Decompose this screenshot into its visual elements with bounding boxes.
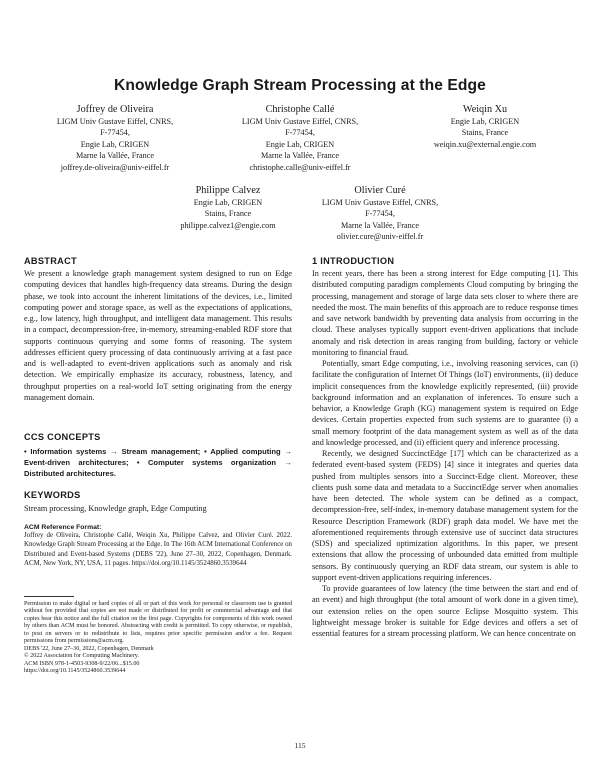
author-affiliation: Engie Lab, CRIGEN xyxy=(193,198,263,207)
ccs-body xyxy=(24,446,292,479)
author-affiliation: Marne la Vallée, France xyxy=(75,151,155,161)
author-affiliation: F-77454, xyxy=(100,128,130,138)
author-email[interactable]: christophe.calle@univ-eiffel.fr xyxy=(249,162,351,172)
author-email[interactable]: weiqin.xu@external.engie.com xyxy=(433,139,537,149)
permission-notice xyxy=(24,601,292,676)
acm-reference xyxy=(24,524,292,568)
author-affiliation: Stains, France xyxy=(204,209,252,219)
introduction-heading: 1 INTRODUCTION xyxy=(312,256,395,266)
author-affiliation: Marne la Vallée, France xyxy=(340,220,420,230)
author-affiliation: Stains, France xyxy=(461,128,509,138)
intro-paragraph: Recently, we designed SuccinctEdge [17] which can be characterized as a federated event-based system (FEDS) [4] since it integrates and queries data pushed from multiples sensors into a Succinct-Edge client. Moreover, these clients push some data and metadata to a SuccinctEdge server when anomalies have been detected. The whole system can be defined as a compact, decompression-free, self-index, in-memory database management system for the Resource Description Framework (RDF) graph data model. We have met the aforementioned requirements through extensive use of succinct data structures (SDS) and specialized optimization algorithms. In this paper, we present extensions that allow the processing of unbounded data emitted from multiple sensors. By continuously querying an RDF data stream, our system is able to support event-driven applications requiring inferences. xyxy=(312,449,578,582)
author-affiliation: LIGM Univ Gustave Eiffel, CNRS, xyxy=(321,198,439,207)
author-affiliation: F-77454, xyxy=(285,128,315,138)
author-name: Olivier Curé xyxy=(354,185,406,196)
author-affiliation: Engie Lab, CRIGEN xyxy=(265,139,335,149)
intro-paragraph: To provide guarantees of low latency (the time between the start and end of an event) and high throughput (the total amount of work done in a given time), our extension relies on the open source Eclipse Mosquitto system. This lightweight message broker is suitable for Edge devices and offers a set of essential features for a stream processing platform. We can hence concentrate on xyxy=(312,584,578,638)
author-name: Weiqin Xu xyxy=(462,104,508,115)
ccs-text: • Information systems → Stream management; • Applied computing → Event-driven architectures; • Computer systems organization → Distributed architectures. xyxy=(24,447,292,478)
abstract-heading: ABSTRACT xyxy=(24,256,77,266)
author-name: Philippe Calvez xyxy=(195,185,261,196)
abstract-text: We present a knowledge graph management system designed to run on Edge computing devices that handles high-frequency data streams. During the design phase, we took into account the inherent limitations of the devices, i.e., limited computing power and storage space, as well as the expectations of applications, e.g., low latency, high throughput, and intelligent data management. This results in a compact, decompression-free, in-memory, streaming-enabled RDF store that supports continuous querying and some forms of reasoning. The system addresses efficient query processing of data continuously arriving at a fast pace and is well-adapted to event-driven applications such as anomaly and risk detection. We empirically emphasize its accuracy, robustness, latency, and throughput properties on a real-world IoT setting originating from the energy management domain. xyxy=(24,269,292,402)
author-block xyxy=(222,103,378,173)
author-block xyxy=(160,184,296,231)
copyright-line: © 2022 Association for Computing Machinery. xyxy=(24,653,139,660)
intro-paragraph: In recent years, there has been a strong interest for Edge computing [1]. This distributed computing paradigm complements Cloud computing by bringing the processing, management and storage of large data sets closer to where there are needed the most. The main benefits of this approach are to reduce response times and save network bandwidth by preventing data analysis from occurring in the cloud. These analyses typically support event-driven applications that include anomaly and risk detection in areas ranging from building, factory or vehicle monitoring to financial fraud. xyxy=(312,269,578,357)
author-block xyxy=(40,103,190,173)
isbn-line: ACM ISBN 978-1-4503-9308-9/22/06...$15.00 xyxy=(24,660,140,667)
ccs-heading: CCS CONCEPTS xyxy=(24,432,101,442)
conference-line: DEBS '22, June 27–30, 2022, Copenhagen, Denmark xyxy=(24,645,154,652)
author-affiliation: F-77454, xyxy=(365,209,395,219)
intro-paragraph: Potentially, smart Edge computing, i.e., involving reasoning services, can (i) facilitate the configuration of Internet Of Things (IoT) environments, (ii) deduce implicit consequences from the knowledge explicitly represented, (iii) provide background information and an explanation of inferences. To ensure such a behavior, a Knowledge Graph (KG) management system is required on Edge devices. Certain properties expected from such systems are to guarantee (i) a small memory footprint of the data management system as well as of the data and knowledge processed, and (ii) efficient query and inference processing. xyxy=(312,359,578,447)
author-block xyxy=(302,184,458,243)
keywords-heading: KEYWORDS xyxy=(24,490,81,500)
author-email[interactable]: philippe.calvez1@engie.com xyxy=(180,220,276,230)
author-affiliation: LIGM Univ Gustave Eiffel, CNRS, xyxy=(241,117,359,126)
author-affiliation: Engie Lab, CRIGEN xyxy=(80,139,150,149)
author-block xyxy=(408,103,562,150)
author-email[interactable]: joffrey.de-oliveira@univ-eiffel.fr xyxy=(60,162,170,172)
introduction-body xyxy=(312,268,578,639)
acm-reference-text: Joffrey de Oliveira, Christophe Callé, Weiqin Xu, Philippe Calvez, and Olivier Curé. 2022. Knowledge Graph Stream Processing at the Edge. In The 16th ACM International Conference on Distributed and Event-based Systems (DEBS '22), June 27–30, 2022, Copenhagen, Denmark. ACM, New York, NY, USA, 11 pages. https://doi.org/10.1145/3524860.3539644 xyxy=(24,532,292,567)
author-email[interactable]: olivier.cure@univ-eiffel.fr xyxy=(336,232,424,242)
page-number: 115 xyxy=(294,741,306,750)
author-name: Joffrey de Oliveira xyxy=(76,104,154,115)
acm-reference-heading: ACM Reference Format: xyxy=(24,524,102,531)
keywords-text: Stream processing, Knowledge graph, Edge Computing xyxy=(24,504,207,513)
author-name: Christophe Callé xyxy=(265,104,335,115)
abstract-body xyxy=(24,268,292,403)
paper-title: Knowledge Graph Stream Processing at the Edge xyxy=(114,77,486,94)
permission-text: Permission to make digital or hard copies of all or part of this work for personal or classroom use is granted without fee provided that copies are not made or distributed for profit or commercial advantage and that copies bear this notice and the full citation on the first page. Copyrights for components of this work owned by others than ACM must be honored. Abstracting with credit is permitted. To copy otherwise, or republish, to post on servers or to redistribute to lists, requires prior specific permission and/or a fee. Request permissions from permissions@acm.org. xyxy=(24,601,292,645)
author-affiliation: LIGM Univ Gustave Eiffel, CNRS, xyxy=(56,117,174,126)
keywords-body xyxy=(24,503,292,514)
doi-link[interactable]: https://doi.org/10.1145/3524860.3539644 xyxy=(24,668,126,675)
author-affiliation: Marne la Vallée, France xyxy=(260,151,340,161)
footnote-rule xyxy=(24,596,74,597)
author-affiliation: Engie Lab, CRIGEN xyxy=(450,117,520,126)
